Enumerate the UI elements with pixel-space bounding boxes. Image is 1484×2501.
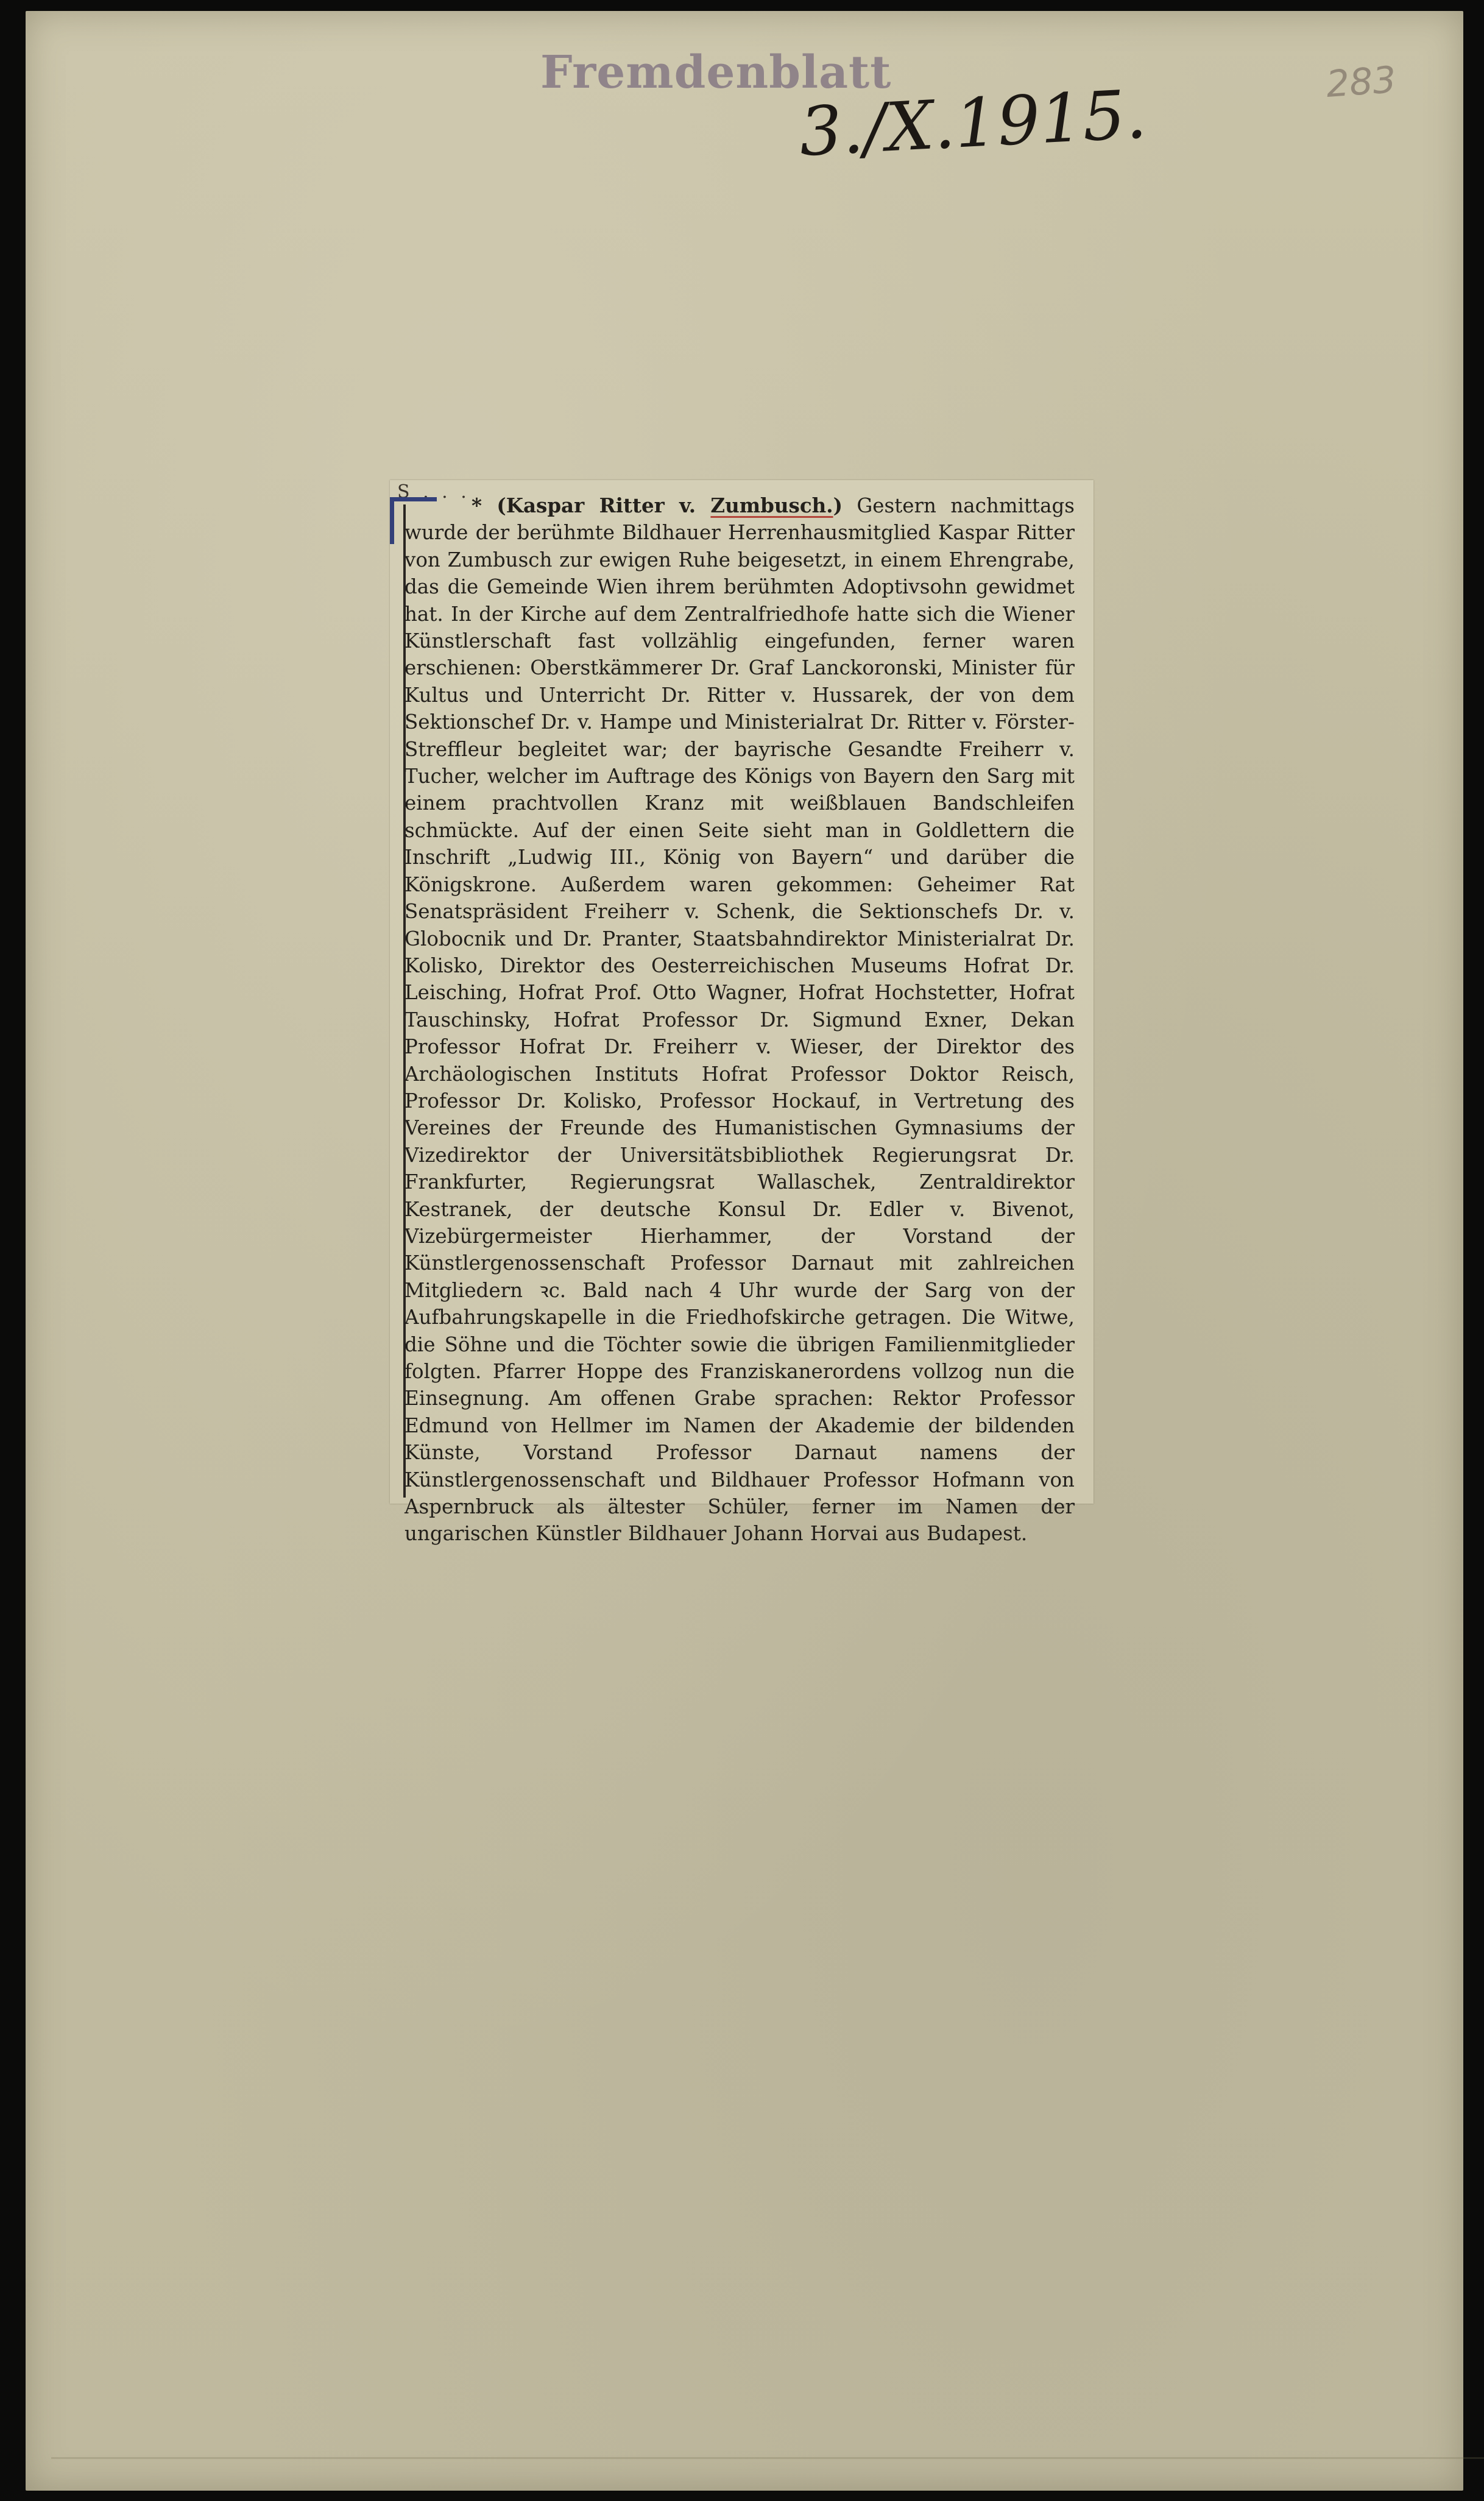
archive-sheet [26, 11, 1463, 2491]
article-body: Gestern nachmittags wurde der berühmte Bildhauer Herrenhausmitglied Kaspar Ritter von Zumbusch zur ewigen Ruhe beigesetzt, in einem Ehrengrabe, das die Gemeinde Wien ihrem berühmten Adoptivsohn gewidmet hat. In der Kirche auf dem Zentralfriedhofe hatte sich die Wiener Künstlerschaft fast vollzählig eingefunden, ferner waren erschienen: Oberstkämmerer Dr. Graf Lanckoronski, Minister für Kultus und Unterricht Dr. Ritter v. Hussarek, der von dem Sektionschef Dr. v. Hampe und Ministerialrat Dr. Ritter v. Förster-Streffleur begleitet war; der bayrische Gesandte Freiherr v. Tucher, welcher im Auftrage des Königs von Bayern den Sarg mit einem prachtvollen Kranz mit weißblauen Bandschleifen schmückte. Auf der einen Seite sieht man in Goldlettern die Inschrift „Ludwig III., König von Bayern“ und darüber die Königskrone. Außerdem waren gekommen: Geheimer Rat Senatspräsident Freiherr v. Schenk, die Sektionschefs Dr. v. Globocnik und Dr. Pranter, Staatsbahndirektor Ministerialrat Dr. Kolisko, Direktor des Oesterreichischen Museums Hofrat Dr. Leisching, Hofrat Prof. Otto Wagner, Hofrat Hochstetter, Hofrat Tauschinsky, Hofrat Professor Dr. Sigmund Exner, Dekan Professor Hofrat Dr. Freiherr v. Wieser, der Direktor des Archäologischen Instituts Hofrat Professor Doktor Reisch, Professor Dr. Kolisko, Professor Hockauf, in Vertretung des Vereines der Freunde des Humanistischen Gymnasiums der Vizedirektor der Universitätsbibliothek Regierungsrat Dr. Frankfurter, Regierungsrat Wallaschek, Zentraldirektor Kestranek, der deutsche Konsul Dr. Edler v. Bivenot, Vizebürgermeister Hierhammer, der Vorstand der Künstlergenossenschaft Professor Darnaut mit zahlreichen Mitgliedern ꝛc. Bald nach 4 Uhr wurde der Sarg von der Aufbahrungskapelle in die Friedhofskirche getragen. Die Witwe, die Söhne und die Töchter sowie die übrigen Familienmitglieder folgten. Pfarrer Hoppe des Franziskanerordens vollzog nun die Einsegnung. Am offenen Grabe sprachen: Rektor Professor Edmund von Hellmer im Namen der Akademie der bildenden Künste, Vorstand Professor Darnaut namens der Künstlergenossenschaft und Bildhauer Professor Hofmann von Aspernbruck als ältester Schüler, ferner im Namen der ungarischen Künstler Bildhauer Johann Horvai aus Budapest. [405, 494, 1075, 1546]
article-lead [472, 493, 843, 517]
underlined-surname: Zumbusch. [710, 493, 833, 517]
newspaper-clipping [390, 480, 1094, 1546]
obituary-article [405, 492, 1075, 1548]
paper-fold-line [51, 2457, 1484, 2459]
article-lead-text: * (Kaspar Ritter v. Zumbusch.) [472, 493, 843, 517]
handwritten-page-number: 283 [1324, 58, 1397, 106]
newspaper-name-stamp: Fremdenblatt [540, 46, 892, 99]
handwritten-date: 3./X.1915. [797, 75, 1149, 171]
torn-top-remnant: S . . . [397, 481, 470, 503]
